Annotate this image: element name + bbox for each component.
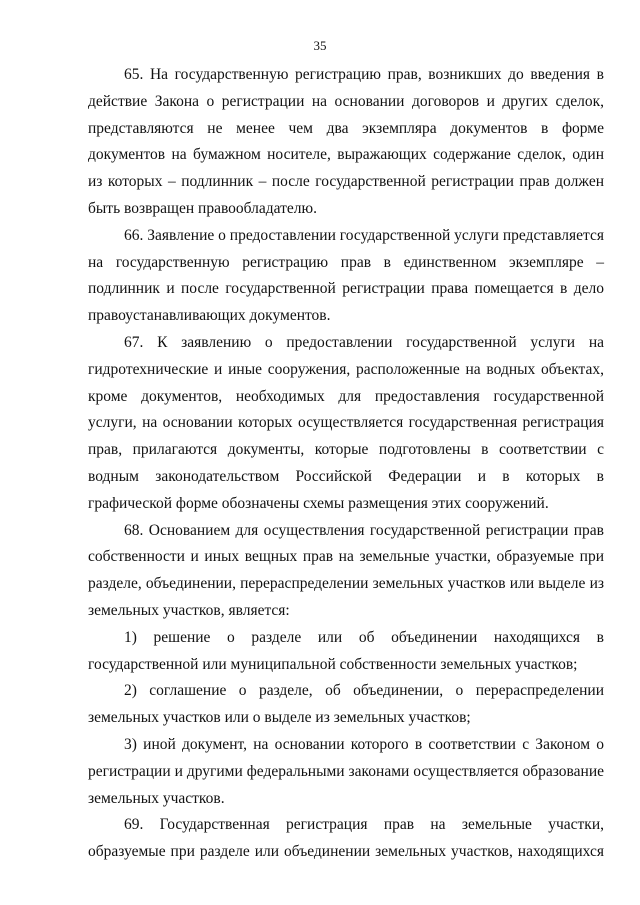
list-item-2: 2) соглашение о разделе, об объединении, о перераспределении земельных участков или о выделе из земельных участков; xyxy=(88,682,604,727)
paragraph-66: 66. Заявление о предоставлении государственной услуги представляется на государственную регистрацию прав в единственном экземпляре – подлинник и после государственной регистрации права помещается в дело правоустанавливающих документов. xyxy=(88,226,604,325)
page-number: 35 xyxy=(313,38,327,53)
paragraph-68: 68. Основанием для осуществления государственной регистрации прав собственности и иных вещных прав на земельные участки, образуемые при разделе, объединении, перераспределении земельных участков или выделе из земельных участков, является: xyxy=(88,521,604,619)
list-item-1: 1) решение о разделе или об объединении находящихся в государственной или муниципальной собственности земельных участков; xyxy=(88,628,604,673)
paragraph-69: 69. Государственная регистрация прав на земельные участки, образуемые при разделе или объединении земельных участков, находящихся xyxy=(88,816,604,861)
list-item-3: 3) иной документ, на основании которого в соответствии с Законом о регистрации и другими федеральными законами осуществляется образование земельных участков. xyxy=(88,735,604,807)
paragraph-65: 65. На государственную регистрацию прав, возникших до введения в действие Закона о регистрации на основании договоров и других сделок, представляются не менее чем два экземпляра документов в форме документов на бумажном носителе, выражающих содержание сделок, один из которых – подлинник – после государственной регистрации прав должен быть возвращен правообладателю. xyxy=(88,66,604,217)
document-body xyxy=(88,62,604,866)
paragraph-67: 67. К заявлению о предоставлении государственной услуги на гидротехнические и иные сооружения, расположенные на водных объектах, кроме документов, необходимых для предоставления государственной услуги, на основании которых осуществляется государственная регистрация прав, прилагаются документы, которые подготовлены в соответствии с водным законодательством Российской Федерации и в которых в графической форме обозначены схемы размещения этих сооружений. xyxy=(88,333,604,512)
